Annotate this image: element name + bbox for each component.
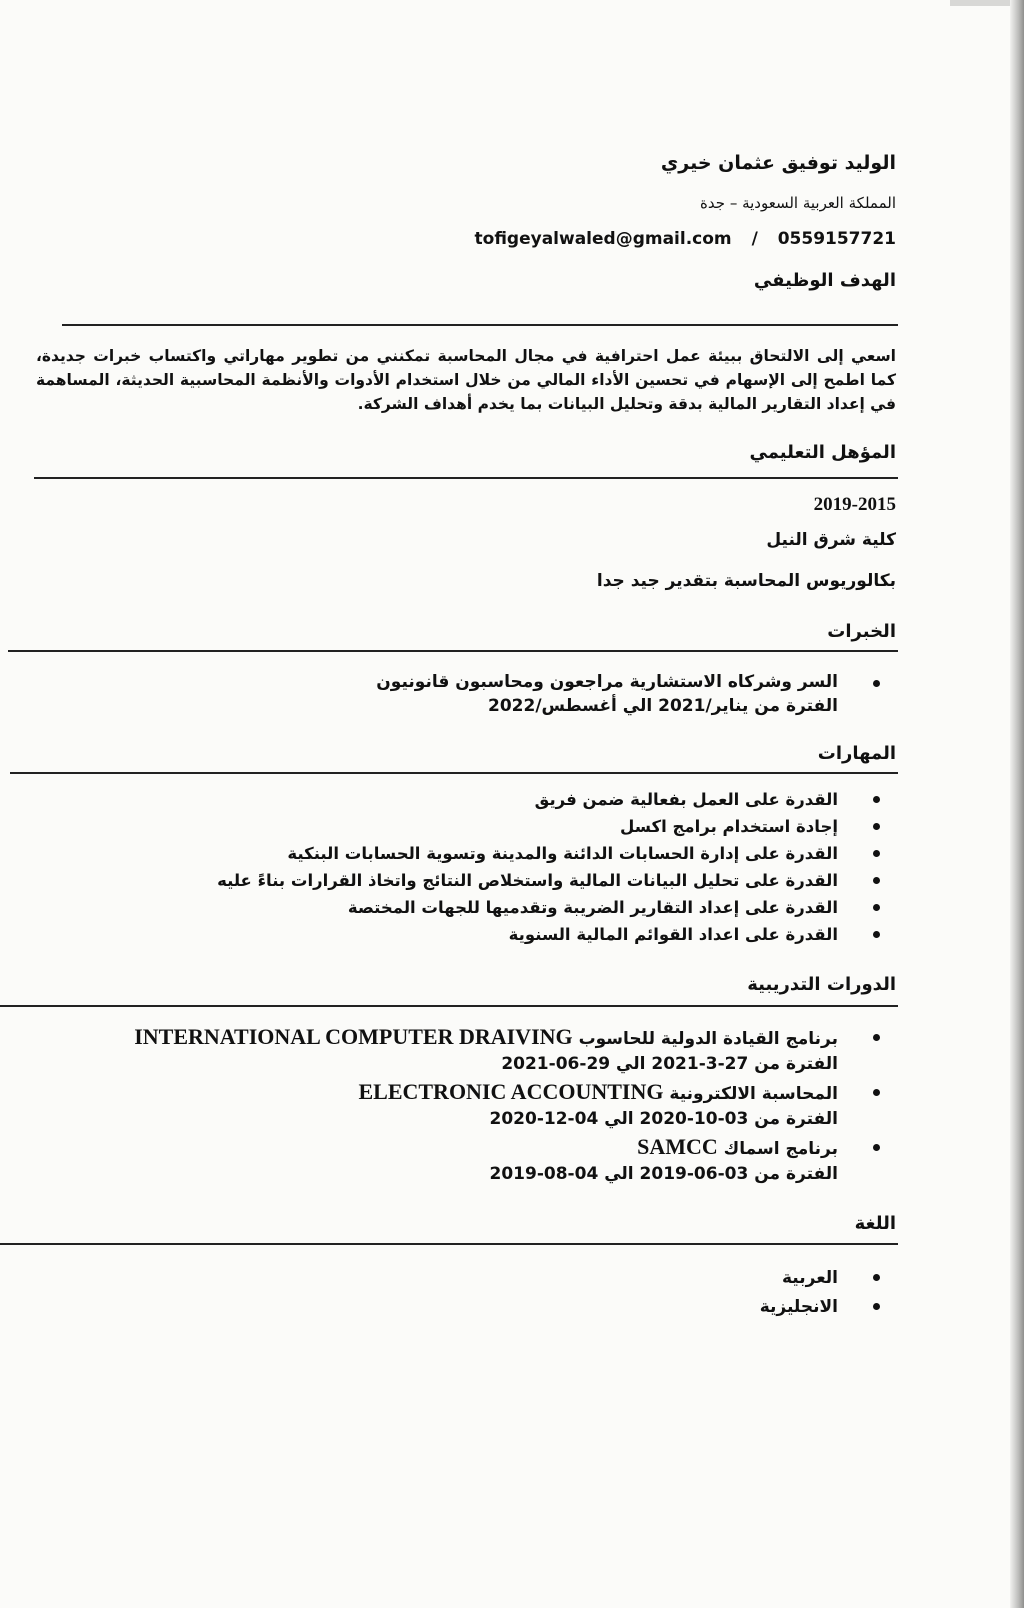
skill-item xyxy=(96,894,896,921)
education-title: المؤهل التعليمي xyxy=(749,442,896,463)
bullet-icon xyxy=(873,796,880,803)
email-text[interactable]: tofigeyalwaled@gmail.com xyxy=(474,229,732,249)
skills-list xyxy=(96,786,896,948)
skills-divider xyxy=(10,772,898,774)
course-item xyxy=(36,1079,896,1132)
phone-text[interactable]: 0559157721 xyxy=(777,229,896,249)
course-name-ar: برنامج القيادة الدولية للحاسوب xyxy=(578,1029,838,1049)
candidate-name: الوليد توفيق عثمان خيري xyxy=(660,152,896,174)
courses-title: الدورات التدريبية xyxy=(747,974,896,995)
contact-separator: / xyxy=(751,229,758,249)
skill-text: القدرة على إعداد التقارير الضريبة وتقدميها للجهات المختصة xyxy=(347,898,838,917)
course-period: الفترة من 03-10-2020 الي 04-12-2020 xyxy=(489,1109,838,1129)
education-degree: بكالوريوس المحاسبة بتقدير جيد جدا xyxy=(596,571,896,591)
objective-divider xyxy=(62,324,898,326)
bullet-icon xyxy=(873,1034,880,1041)
bullet-icon xyxy=(873,931,880,938)
skill-text: القدرة على اعداد القوائم المالية السنوية xyxy=(508,925,838,944)
experience-item xyxy=(196,670,896,718)
course-period: الفترة من 27-3-2021 الي 29-06-2021 xyxy=(501,1054,838,1074)
language-item xyxy=(596,1264,896,1293)
experience-title: الخبرات xyxy=(827,621,896,642)
bullet-icon xyxy=(873,904,880,911)
course-item xyxy=(36,1024,896,1077)
language-text: العربية xyxy=(781,1268,838,1288)
skill-item xyxy=(96,867,896,894)
contact-line xyxy=(475,229,896,249)
skills-title: المهارات xyxy=(817,743,896,764)
courses-divider xyxy=(0,1005,898,1007)
course-name-en: INTERNATIONAL COMPUTER DRAIVING xyxy=(134,1024,573,1049)
skill-item xyxy=(96,786,896,813)
languages-title: اللغة xyxy=(854,1213,896,1234)
language-text: الانجليزية xyxy=(759,1297,838,1317)
skill-text: القدرة على العمل بفعالية ضمن فريق xyxy=(534,790,838,809)
course-name-en: ELECTRONIC ACCOUNTING xyxy=(358,1079,664,1104)
bullet-icon xyxy=(873,1089,880,1096)
page-corner-shadow xyxy=(950,0,1010,6)
education-divider xyxy=(34,477,898,479)
skill-text: إجادة استخدام برامج اكسل xyxy=(620,817,838,836)
experience-period: الفترة من يناير/2021 الي أغسطس/2022 xyxy=(488,696,838,716)
languages-divider xyxy=(0,1243,898,1245)
bullet-icon xyxy=(873,1274,880,1281)
skill-text: القدرة على إدارة الحسابات الدائنة والمدينة وتسوية الحسابات البنكية xyxy=(287,844,838,863)
candidate-location: المملكة العربية السعودية – جدة xyxy=(700,194,896,212)
language-item xyxy=(596,1293,896,1322)
course-period: الفترة من 03-06-2019 الي 04-08-2019 xyxy=(489,1164,838,1184)
experience-divider xyxy=(8,650,898,652)
bullet-icon xyxy=(873,1144,880,1151)
bullet-icon xyxy=(873,823,880,830)
course-name-ar: برنامج اسماك xyxy=(723,1139,838,1159)
experience-list xyxy=(196,670,896,718)
skill-text: القدرة على تحليل البيانات المالية واستخلاص النتائج واتخاذ القرارات بناءً عليه xyxy=(217,871,838,890)
bullet-icon xyxy=(873,680,880,687)
page-edge-shadow xyxy=(1010,0,1024,1608)
course-name-en: SAMCC xyxy=(637,1134,718,1159)
experience-company: السر وشركاه الاستشارية مراجعون ومحاسبون قانونيون xyxy=(376,672,838,692)
skill-item xyxy=(96,921,896,948)
languages-list xyxy=(596,1264,896,1322)
skill-item xyxy=(96,840,896,867)
bullet-icon xyxy=(873,877,880,884)
course-name-ar: المحاسبة الالكترونية xyxy=(669,1084,838,1104)
skill-item xyxy=(96,813,896,840)
courses-list xyxy=(36,1024,896,1187)
course-item xyxy=(36,1134,896,1187)
objective-text: اسعي إلى الالتحاق ببيئة عمل احترافية في مجال المحاسبة تمكنني من تطوير مهاراتي واكتساب خبرات جديدة، كما اطمح إلى الإسهام في تحسين الأداء المالي من خلال استخدام الأدوات والأنظمة المحاسبية الحديثة، المساهمة في إعداد التقارير المالية بدقة وتحليل البيانات بما يخدم أهداف الشركة. xyxy=(36,347,896,413)
education-college: كلية شرق النيل xyxy=(766,530,896,550)
bullet-icon xyxy=(873,850,880,857)
education-years: 2019-2015 xyxy=(813,494,896,515)
bullet-icon xyxy=(873,1303,880,1310)
objective-title: الهدف الوظيفي xyxy=(753,270,896,291)
